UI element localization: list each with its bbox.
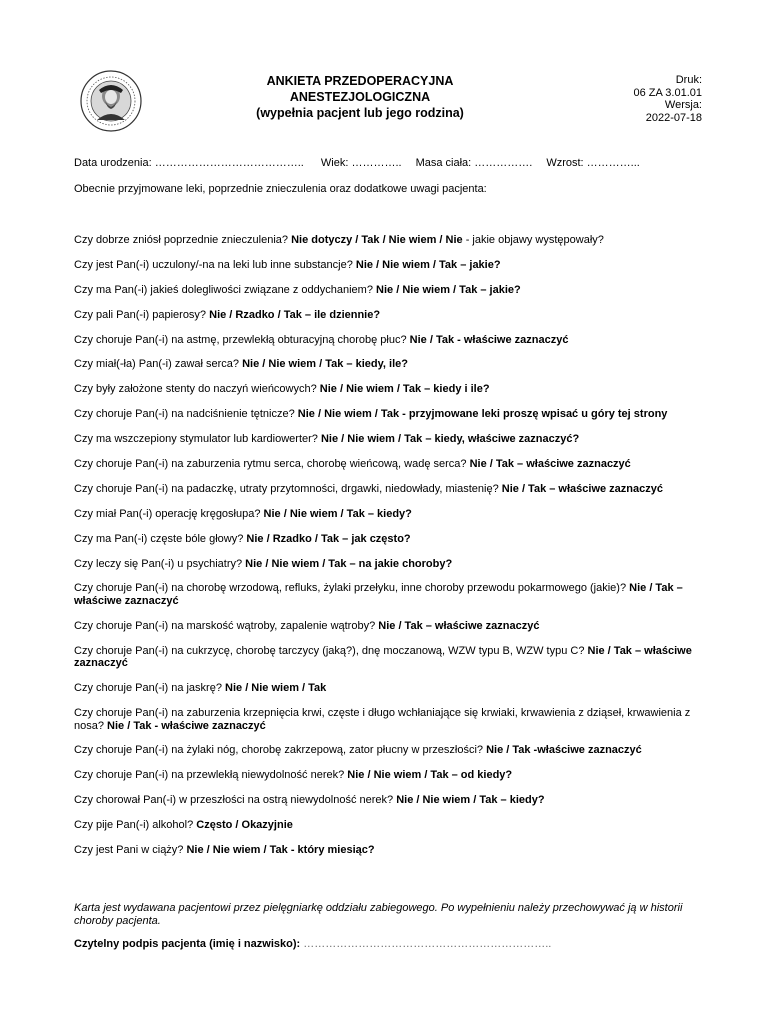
answer-options[interactable]: Nie / Nie wiem / Tak – kiedy, właściwe zaznaczyć? [320,433,580,446]
answer-options[interactable]: Nie / Nie wiem / Tak – od kiedy? [347,769,513,782]
answer-options[interactable]: Często / Okazyjnie [196,819,293,832]
question-item: Czy choruje Pan(-i) na zaburzenia rytmu serca, chorobę wieńcową, wadę serca? Nie / Tak – właściwe zaznaczyć [74,458,631,471]
answer-options[interactable]: Nie / Tak - właściwe zaznaczyć [107,719,266,732]
answer-options[interactable]: Nie / Nie wiem / Tak – na jakie choroby? [245,557,453,570]
answer-options[interactable]: Nie / Nie wiem / Tak - przyjmowane leki proszę wpisać u góry tej strony [297,408,668,421]
form-title [205,73,515,121]
question-item: Czy choruje Pan(-i) na żylaki nóg, chorobę zakrzepową, zator płucny w przeszłości? Nie / Tak -właściwe zaznaczyć [74,744,642,757]
answer-options[interactable]: Nie / Nie wiem / Tak [225,682,327,695]
question-item: Czy pali Pan(-i) papierosy? Nie / Rzadko / Tak – ile dziennie? [74,308,381,321]
answer-options[interactable]: Nie / Tak – właściwe zaznaczyć [378,619,540,632]
answer-options[interactable]: Nie / Nie wiem / Tak – jakie? [355,258,501,271]
height-field[interactable]: Wzrost: …………... [546,157,640,169]
weight-field[interactable]: Masa ciała: ……………. [415,157,533,169]
wersja-label: Wersja: [664,99,702,111]
question-item: Czy choruje Pan(-i) na jaskrę? Nie / Nie wiem / Tak [74,682,327,695]
question-item: Czy ma wszczepiony stymulator lub kardiowerter? Nie / Nie wiem / Tak – kiedy, właściwe zaznaczyć? [74,433,580,446]
question-item: Czy ma Pan(-i) jakieś dolegliwości związane z oddychaniem? Nie / Nie wiem / Tak – jakie? [74,283,521,296]
question-item: Czy jest Pan(-i) uczulony/-na na leki lub inne substancje? Nie / Nie wiem / Tak – jakie? [74,258,501,271]
question-item: Czy chorował Pan(-i) w przeszłości na ostrą niewydolność nerek? Nie / Nie wiem / Tak – kiedy? [74,794,545,807]
title-line-1: ANKIETA PRZEDOPERACYJNA [266,74,454,88]
question-item: Czy leczy się Pan(-i) u psychiatry? Nie / Nie wiem / Tak – na jakie choroby? [74,557,453,570]
patient-info-line [74,157,714,169]
medications-prompt: Obecnie przyjmowane leki, poprzednie znieczulenia oraz dodatkowe uwagi pacjenta: [74,183,487,195]
title-line-2: ANESTEZJOLOGICZNA [289,90,431,104]
questions-list [74,234,700,869]
birth-date-field[interactable]: Data urodzenia: ………………………………….. [74,157,307,169]
question-item: Czy miał Pan(-i) operację kręgosłupa? Nie / Nie wiem / Tak – kiedy? [74,507,412,520]
question-item: Czy były założone stenty do naczyń wieńcowych? Nie / Nie wiem / Tak – kiedy i ile? [74,383,490,396]
question-item: Czy choruje Pan(-i) na zaburzenia krzepnięcia krwi, częste i długo wchłaniające się krwiaki, krwawienia z dziąseł, krwawienia z nosa? Nie / Tak - właściwe zaznaczyć [74,707,691,732]
druk-label: Druk: [675,74,702,86]
answer-options[interactable]: Nie / Nie wiem / Tak – kiedy? [263,507,412,520]
question-item: Czy choruje Pan(-i) na padaczkę, utraty przytomności, drgawki, niedowłady, miastenię? Nie / Tak – właściwe zaznaczyć [74,482,663,495]
answer-options[interactable]: Nie / Tak – właściwe zaznaczyć [74,582,683,607]
question-item: Czy pije Pan(-i) alkohol? Często / Okazyjnie [74,819,293,832]
question-item: Czy choruje Pan(-i) na chorobę wrzodową, refluks, żylaki przełyku, inne choroby przewodu pokarmowego (jakie)? Nie / Tak – właściwe zaznaczyć [74,582,683,607]
age-field[interactable]: Wiek: ………….. [320,157,402,169]
hospital-logo-icon [80,70,142,132]
answer-options[interactable]: Nie / Rzadko / Tak – jak często? [246,532,411,545]
question-item: Czy jest Pani w ciąży? Nie / Nie wiem / Tak - który miesiąc? [74,843,375,856]
answer-options[interactable]: Nie / Nie wiem / Tak - który miesiąc? [186,843,375,856]
druk-value: 06 ZA 3.01.01 [633,86,702,99]
signature-line [74,938,700,950]
question-item: Czy ma Pan(-i) częste bóle głowy? Nie / Rzadko / Tak – jak często? [74,532,411,545]
answer-options[interactable]: Nie dotyczy / Tak / Nie wiem / Nie [291,234,463,246]
storage-note: Karta jest wydawana pacjentowi przez pielęgniarkę oddziału zabiegowego. Po wypełnieniu należy przechowywać ją w historii choroby pacjenta. [74,902,683,927]
question-item: Czy choruje Pan(-i) na przewlekłą niewydolność nerek? Nie / Nie wiem / Tak – od kiedy? [74,769,513,782]
title-line-3: (wypełnia pacjent lub jego rodzina) [256,106,464,120]
question-item: Czy dobrze zniósł poprzednie znieczulenia? Nie dotyczy / Tak / Nie wiem / Nie - jakie objawy występowały? [74,234,604,246]
answer-options[interactable]: Nie / Tak – właściwe zaznaczyć [74,644,692,670]
answer-options[interactable]: Nie / Rzadko / Tak – ile dziennie? [209,308,381,321]
question-item: Czy miał(-ła) Pan(-i) zawał serca? Nie / Nie wiem / Tak – kiedy, ile? [74,358,408,371]
signature-label: Czytelny podpis pacjenta (imię i nazwisko): [74,938,301,950]
question-item: Czy choruje Pan(-i) na nadciśnienie tętnicze? Nie / Nie wiem / Tak - przyjmowane leki proszę wpisać u góry tej strony [74,408,668,421]
answer-options[interactable]: Nie / Nie wiem / Tak – kiedy, ile? [242,358,408,371]
answer-options[interactable]: Nie / Tak – właściwe zaznaczyć [469,458,631,471]
answer-options[interactable]: Nie / Nie wiem / Tak – kiedy? [396,794,545,807]
answer-options[interactable]: Nie / Nie wiem / Tak – jakie? [376,283,521,296]
question-item: Czy choruje Pan(-i) na marskość wątroby, zapalenie wątroby? Nie / Tak – właściwe zaznaczyć [74,619,540,632]
answer-options[interactable]: Nie / Tak – właściwe zaznaczyć [501,482,663,495]
wersja-value: 2022-07-18 [645,111,702,124]
document-meta [582,74,702,124]
answer-options[interactable]: Nie / Tak - właściwe zaznaczyć [409,333,569,346]
answer-options[interactable]: Nie / Nie wiem / Tak – kiedy i ile? [319,383,490,396]
answer-options[interactable]: Nie / Tak -właściwe zaznaczyć [486,744,642,757]
question-item: Czy choruje Pan(-i) na astmę, przewlekłą obturacyjną chorobę płuc? Nie / Tak - właściwe zaznaczyć [74,333,569,346]
question-item: Czy choruje Pan(-i) na cukrzycę, chorobę tarczycy (jaką?), dnę moczanową, WZW typu B, WZW typu C? Nie / Tak – właściwe zaznaczyć [74,644,692,670]
signature-field[interactable]: ………………………………………………………….. [300,938,552,950]
